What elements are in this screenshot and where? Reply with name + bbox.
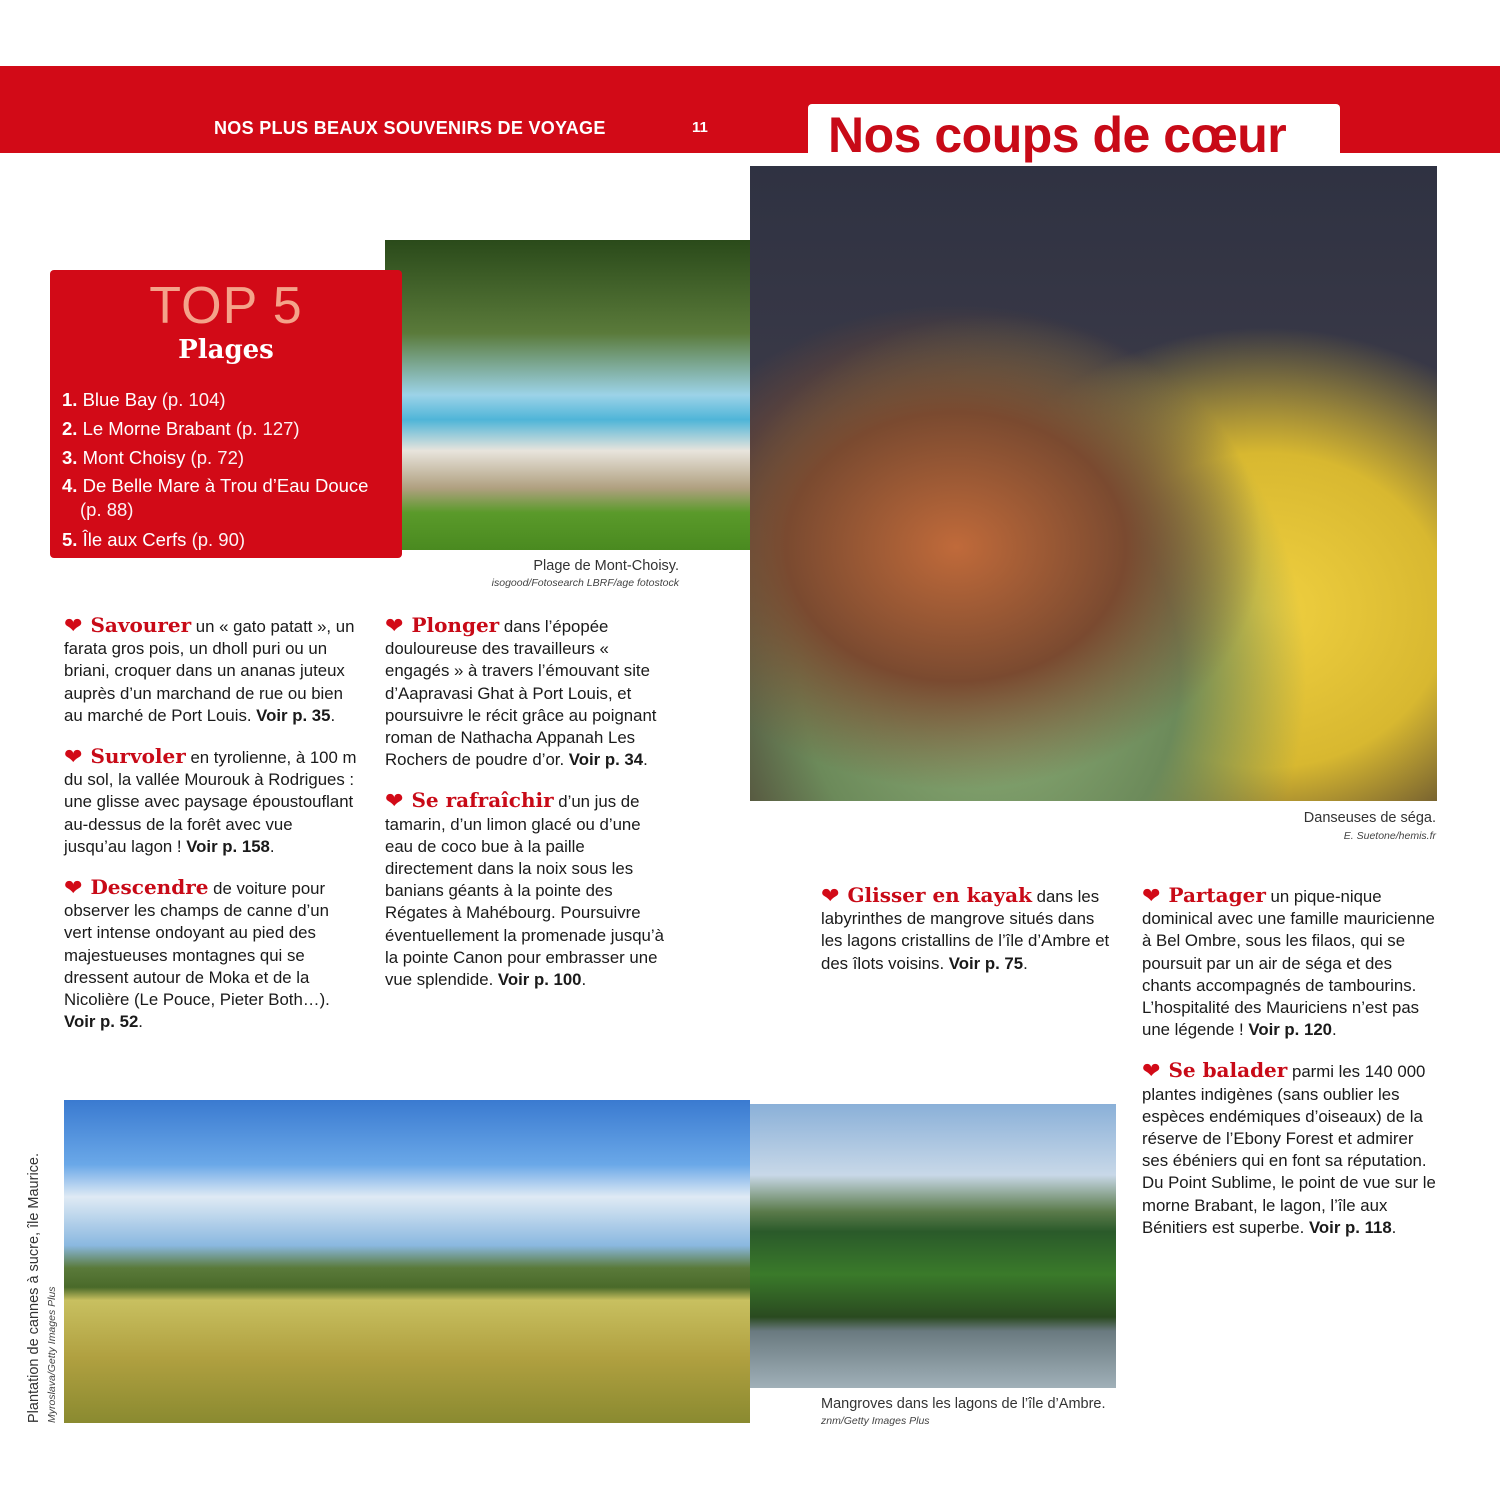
top5-subheading: Plages <box>178 335 274 365</box>
list-item: 5. Île aux Cerfs (p. 90) <box>62 529 246 550</box>
credit-dancers: E. Suetone/hemis.fr <box>1343 830 1436 842</box>
top5-list <box>62 385 368 554</box>
text-column-2 <box>385 614 665 1009</box>
list-item: 2. Le Morne Brabant (p. 127) <box>62 418 300 439</box>
photo-sega-dancers <box>750 166 1437 801</box>
heart-icon: ❤ <box>385 788 404 814</box>
entry: ❤ Glisser en kayak dans les labyrinthes de mangrove situés dans les lagons cristallins de l’île d’Ambre et des îlots voisins. Voir p. 75. <box>821 883 1110 973</box>
credit-mangrove: znm/Getty Images Plus <box>821 1415 930 1427</box>
heart-icon: ❤ <box>1142 883 1161 908</box>
list-item: 1. Blue Bay (p. 104) <box>62 389 226 410</box>
top5-box <box>50 270 402 558</box>
caption-dancers: Danseuses de séga. <box>1303 810 1436 826</box>
text-column-1 <box>64 614 359 1051</box>
page-number: 11 <box>692 119 708 136</box>
caption-beach: Plage de Mont-Choisy. <box>533 558 679 574</box>
photo-sugar-cane <box>64 1100 750 1423</box>
top5-heading: TOP 5 <box>149 277 303 335</box>
entry: ❤ Se balader parmi les 140 000 plantes indigènes (sans oublier les espèces endémiques d’oiseaux) de la réserve de l’Ebony Forest et admirer ses ébéniers qui en font sa réputation. Du Point Sublime, le point de vue sur le morne Brabant, le lagon, l’île aux Bénitiers est superbe. Voir p. 118. <box>1142 1058 1436 1237</box>
heart-icon: ❤ <box>64 613 83 638</box>
photo-beach <box>385 240 750 550</box>
text-column-4 <box>1142 884 1438 1257</box>
list-item: 3. Mont Choisy (p. 72) <box>62 447 245 468</box>
credit-beach: isogood/Fotosearch LBRF/age fotostock <box>491 577 679 589</box>
heart-icon: ❤ <box>821 883 840 908</box>
photo-mangrove <box>750 1104 1116 1388</box>
caption-mangrove: Mangroves dans les lagons de l’île d’Ambre. <box>821 1396 1106 1412</box>
heart-icon: ❤ <box>64 875 83 901</box>
entry: ❤ Savourer un « gato patatt », un farata gros pois, un dholl puri ou un briani, croquer dans un ananas juteux auprès d’un marchand de rue ou bien au marché de Port Louis. Voir p. 35. <box>64 613 355 725</box>
caption-cane: Plantation de cannes à sucre, île Maurice. <box>26 1152 42 1423</box>
credit-cane: Myroslava/Getty Images Plus <box>46 1286 58 1423</box>
heart-icon: ❤ <box>1142 1058 1161 1084</box>
running-head: NOS PLUS BEAUX SOUVENIRS DE VOYAGE <box>214 118 606 138</box>
heart-icon: ❤ <box>64 744 83 770</box>
list-item: 4. De Belle Mare à Trou d’Eau Douce (p. 88) <box>62 475 369 520</box>
entry: ❤ Se rafraîchir d’un jus de tamarin, d’un limon glacé ou d’une eau de coco bue à la paille directement dans la noix sous les banians géants à la pointe des Régates à Mahébourg. Poursuivre éventuellement la promenade jusqu’à la pointe Canon pour embrasser une vue splendide. Voir p. 100. <box>385 788 664 990</box>
heart-icon: ❤ <box>385 613 404 638</box>
entry: ❤ Survoler en tyrolienne, à 100 m du sol, la vallée Mourouk à Rodrigues : une glisse avec paysage époustouflant au-dessus de la forêt avec vue jusqu’au lagon ! Voir p. 158. <box>64 744 357 856</box>
entry: ❤ Partager un pique-nique dominical avec une famille mauricienne à Bel Ombre, sous les filaos, qui se poursuit par un air de séga et des chants accompagnés de tambourins. L’hospitalité des Mauriciens n’est pas une légende ! Voir p. 120. <box>1142 883 1435 1040</box>
text-column-3 <box>821 884 1117 993</box>
page-title: Nos coups de cœur <box>828 107 1287 163</box>
entry: ❤ Descendre de voiture pour observer les champs de canne d’un vert intense ondoyant au pied des majestueuses montagnes qui se dressent autour de Moka et de la Nicolière (Le Pouce, Pieter Both…). Voir p. 52. <box>64 875 330 1032</box>
entry: ❤ Plonger dans l’épopée douloureuse des travailleurs « engagés » à travers l’émouvant site d’Aapravasi Ghat à Port Louis, et poursuivre le récit grâce au poignant roman de Nathacha Appanah Les Rochers de poudre d’or. Voir p. 34. <box>385 613 657 770</box>
